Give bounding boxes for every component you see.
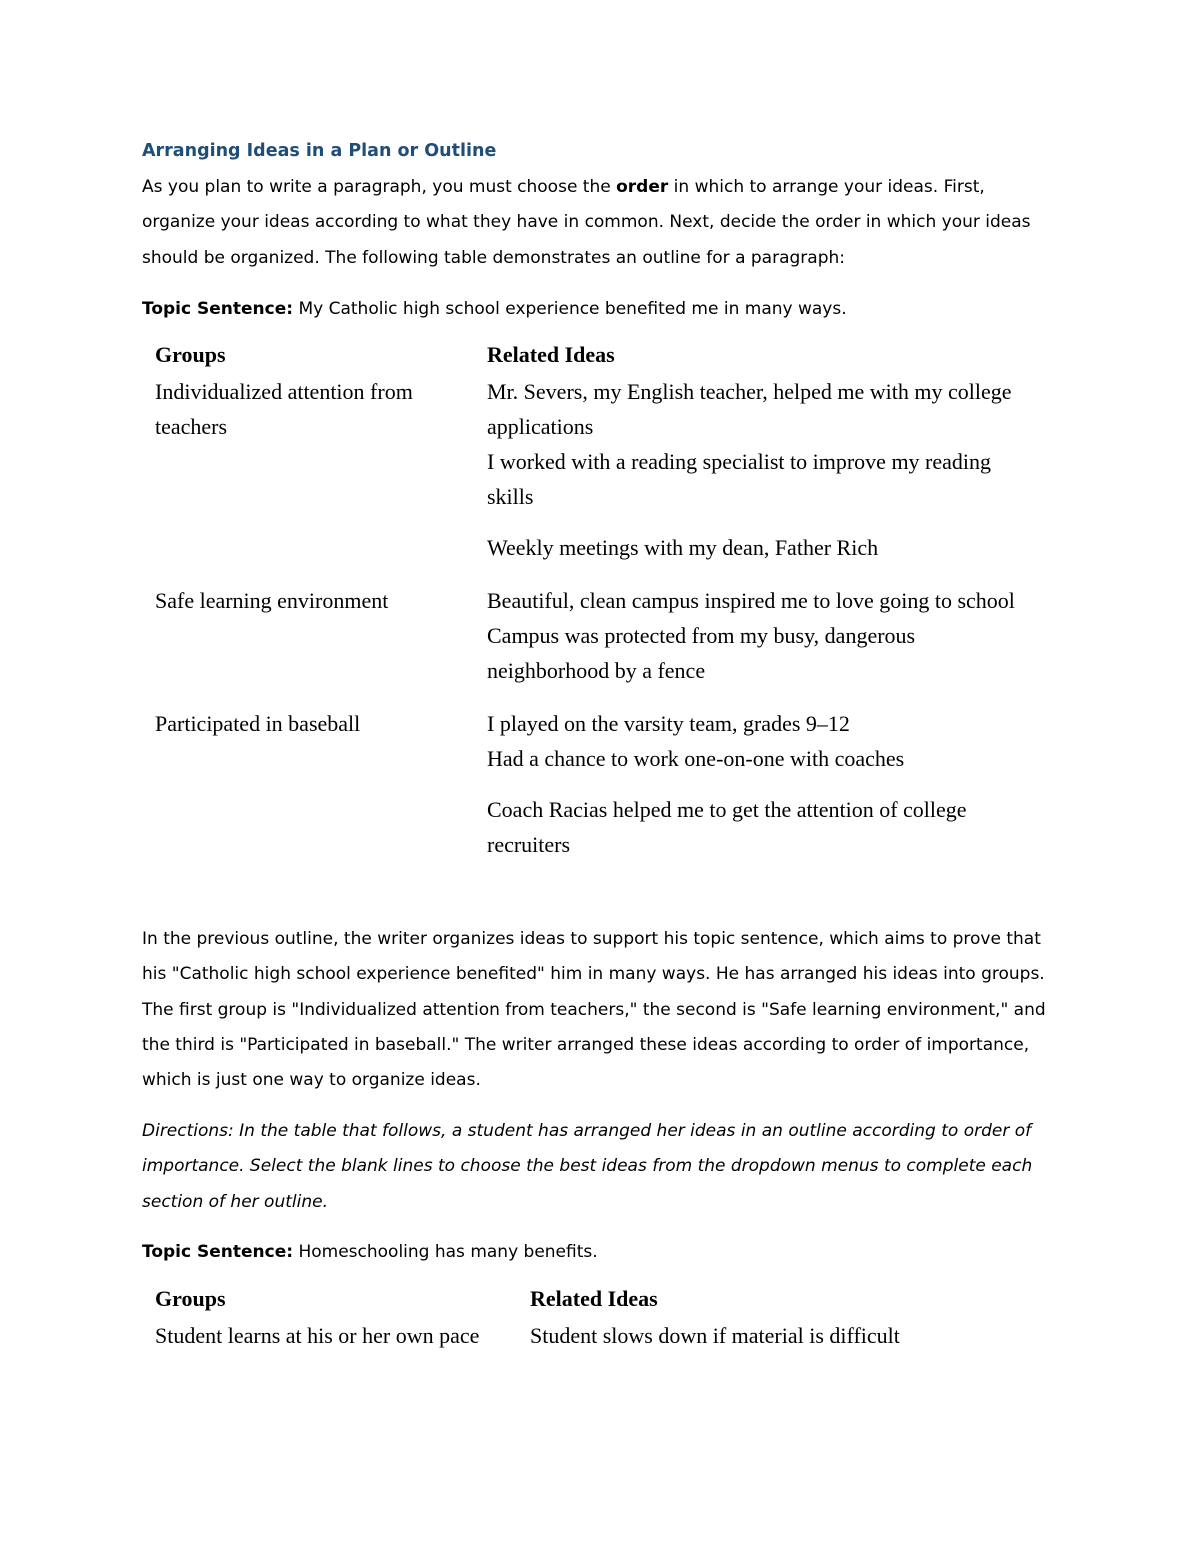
directions-paragraph: Directions: In the table that follows, a student has arranged her ideas in an outline according to order of importance. Select the blank lines to choose the best ideas from the dropdown menus to complete each section of her outline. <box>142 1121 1033 1212</box>
ideas-cell <box>487 706 1035 862</box>
intro-paragraph <box>142 170 1057 276</box>
idea-item: I worked with a reading specialist to improve my reading skills <box>487 449 992 509</box>
idea-item: Student slows down if material is difficult <box>530 1323 900 1348</box>
intro-text-pre: As you plan to write a paragraph, you must choose the <box>142 177 617 197</box>
topic-sentence-2 <box>142 1235 1057 1270</box>
idea-item: Had a chance to work one-on-one with coaches <box>487 746 905 771</box>
header-related-ideas: Related Ideas <box>487 342 615 367</box>
idea-item: Campus was protected from my busy, dangerous neighborhood by a fence <box>487 623 916 683</box>
ideas-cell <box>530 1318 1035 1353</box>
topic-sentence-text: My Catholic high school experience benefited me in many ways. <box>293 299 847 319</box>
topic-sentence-text: Homeschooling has many benefits. <box>293 1242 598 1262</box>
outline-table-2 <box>155 1281 1035 1353</box>
table-row <box>155 583 1035 706</box>
table-row <box>155 1318 1035 1353</box>
header-groups: Groups <box>155 1286 226 1311</box>
explanation-paragraph: In the previous outline, the writer organizes ideas to support his topic sentence, which aims to prove that his "Catholic high school experience benefited" him in many ways. He has arranged his ideas into groups. The first group is "Individualized attention from teachers," the second is "Safe learning environment," and the third is "Participated in baseball." The writer arranged these ideas according to order of importance, which is just one way to organize ideas. <box>142 929 1046 1091</box>
idea-item: Beautiful, clean campus inspired me to love going to school <box>487 588 1015 613</box>
ideas-cell <box>487 583 1035 706</box>
header-groups: Groups <box>155 342 226 367</box>
section-heading: Arranging Ideas in a Plan or Outline <box>142 141 497 161</box>
group-cell: Student learns at his or her own pace <box>155 1323 480 1348</box>
topic-sentence-label: Topic Sentence: <box>142 299 294 319</box>
idea-item: Weekly meetings with my dean, Father Rich <box>487 535 879 560</box>
group-cell: Participated in baseball <box>155 711 361 736</box>
idea-item: I played on the varsity team, grades 9–12 <box>487 711 850 736</box>
table-header-row <box>155 337 1035 374</box>
idea-item: Mr. Severs, my English teacher, helped me with my college applications <box>487 379 1012 439</box>
topic-sentence-1 <box>142 292 1057 327</box>
idea-item: Coach Racias helped me to get the attention of college recruiters <box>487 797 967 857</box>
topic-sentence-label: Topic Sentence: <box>142 1242 294 1262</box>
table-row <box>155 374 1035 583</box>
table-row <box>155 706 1035 862</box>
group-cell: Safe learning environment <box>155 588 389 613</box>
intro-bold-word: order <box>616 177 669 197</box>
group-cell: Individualized attention from teachers <box>155 379 413 439</box>
intro-text-post: in which to arrange your ideas. First, organize your ideas according to what they have in common. Next, decide the order in which your ideas should be organized. The following table demonstrates an outline for a paragraph: <box>142 177 1031 268</box>
ideas-cell <box>487 374 1035 583</box>
outline-table-1 <box>155 337 1035 862</box>
header-related-ideas: Related Ideas <box>530 1286 658 1311</box>
table-header-row <box>155 1281 1035 1318</box>
